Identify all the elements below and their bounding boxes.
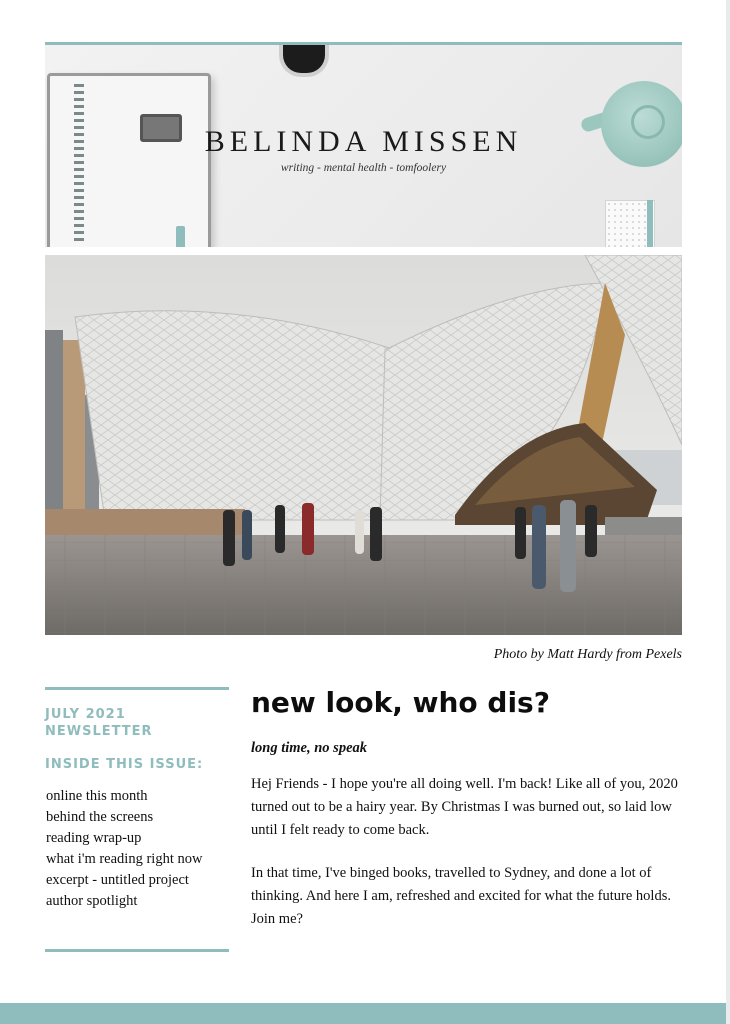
footer-bar [0, 1003, 726, 1024]
photo-building [45, 330, 63, 540]
header-banner [45, 42, 682, 247]
page-edge-rule [726, 0, 730, 1024]
photo-person [242, 510, 252, 560]
inside-issue-heading: INSIDE THIS ISSUE: [45, 757, 204, 772]
article-paragraph: In that time, I've binged books, travelled to Sydney, and done a lot of thinking. And here I am, refreshed and excited for what the future holds. Join me? [251, 865, 671, 927]
article-subtitle: long time, no speak [251, 740, 368, 756]
photo-person [585, 505, 597, 557]
notepad-strip [647, 200, 653, 247]
notebook-tab [176, 226, 185, 247]
brand-name: BELINDA MISSEN [204, 125, 523, 158]
photo-person [223, 510, 235, 566]
sidebar-top-rule [45, 687, 229, 690]
notebook-illustration [47, 73, 211, 247]
brand-tagline: writing - mental health - tomfoolery [280, 162, 447, 174]
photo-shell-left [75, 311, 395, 520]
photo-credit: Photo by Matt Hardy from Pexels [493, 647, 682, 662]
photo-person [370, 507, 382, 561]
contents-item: reading wrap-up [46, 830, 142, 846]
photo-person [532, 505, 546, 589]
issue-label: JULY 2021 NEWSLETTER [45, 707, 153, 739]
contents-item: what i'm reading right now [46, 851, 203, 867]
photo-person [275, 505, 285, 553]
hero-photo [45, 255, 682, 635]
article-paragraph: Hej Friends - I hope you're all doing well. I'm back! Like all of you, 2020 turned out to be a hairy year. By Christmas I was burned out, so laid low until I felt ready to come back. [251, 776, 678, 838]
photo-person [302, 503, 314, 555]
article-title: new look, who dis? [251, 686, 550, 719]
photo-person [560, 500, 576, 592]
contents-item: behind the screens [46, 809, 154, 825]
photo-person [355, 510, 364, 554]
contents-item: author spotlight [46, 893, 138, 909]
coffee-cup-illustration [279, 45, 329, 77]
photo-person [515, 507, 526, 559]
contents-item: online this month [46, 788, 148, 804]
contents-item: excerpt - untitled project [46, 872, 189, 888]
sidebar-bottom-rule [45, 949, 229, 952]
issue-contents-list [46, 786, 230, 912]
